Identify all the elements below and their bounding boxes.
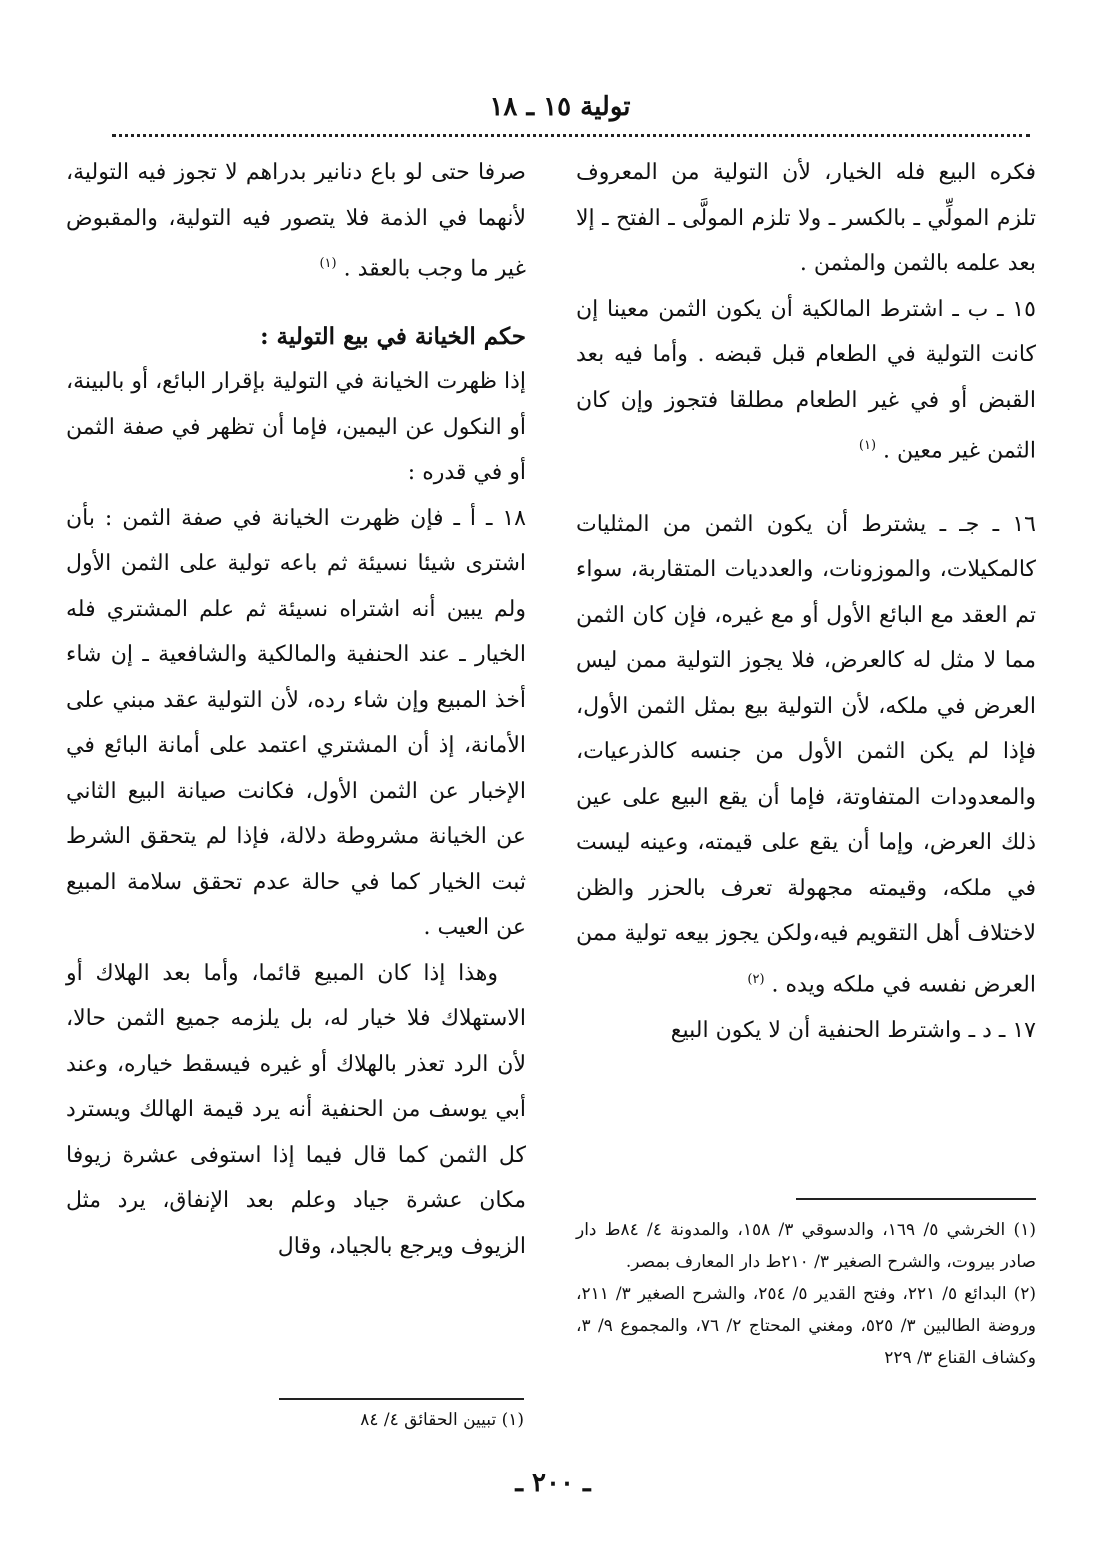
page-header: تولية ١٥ ـ ١٨ bbox=[489, 92, 631, 122]
section-heading: حكم الخيانة في بيع التولية : bbox=[260, 322, 526, 350]
left-para-1 bbox=[66, 150, 526, 292]
right-para-3 bbox=[576, 502, 1036, 1008]
left-para-1-text: صرفا حتى لو باع دنانير بدراهم لا تجوز فيه التولية، لأنهما في الذمة فلا يتصور فيه التولية، والمقبوض غير ما وجب بالعقد . bbox=[66, 160, 526, 282]
left-para-2: إذا ظهرت الخيانة في التولية بإقرار البائع، أو بالبينة، أو النكول عن اليمين، فإما أن تظهر في صفة الثمن أو في قدره : bbox=[66, 369, 526, 486]
right-para-2-text: ١٥ ـ ب ـ اشترط المالكية أن يكون الثمن معينا إن كانت التولية في الطعام قبل قبضه . وأما فيه بعد القبض أو في غير الطعام مطلقا فتجوز وإن كان الثمن غير معين . bbox=[576, 296, 1036, 464]
right-column bbox=[576, 150, 1036, 1053]
footnote-ref: (١) bbox=[319, 256, 337, 271]
left-para-4: وهذا إذا كان المبيع قائما، وأما بعد الهلاك أو الاستهلاك فلا خيار له، بل يلزمه جميع الثمن حالا، لأن الرد تعذر بالهلاك أو غيره فيسقط خياره، وعند أبي يوسف من الحنفية أنه يرد قيمة الهالك ويسترد كل الثمن كما قال فيما إذا استوفى عشرة زيوفا مكان عشرة جياد وعلم بعد الإنفاق، يرد مثل الزيوف ويرجع بالجياد، وقال bbox=[66, 960, 526, 1259]
left-para-3: ١٨ ـ أ ـ فإن ظهرت الخيانة في صفة الثمن : بأن اشترى شيئا نسيئة ثم باعه تولية على الثمن الأول ولم يبين أنه اشتراه نسيئة ثم علم المشتري فله الخيار ـ عند الحنفية والمالكية والشافعية ـ إن شاء أخذ المبيع وإن شاء رده، لأن التولية عقد مبني على الأمانة، إذ أن المشتري اعتمد على أمانة البائع في الإخبار عن الثمن الأول، فكانت صيانة البيع الثاني عن الخيانة مشروطة دلالة، فإذا لم يتحقق الشرط ثبت الخيار كما في حالة عدم تحقق سلامة المبيع عن العيب . bbox=[66, 505, 526, 941]
footnote-rule-right bbox=[796, 1198, 1036, 1200]
footnote-ref: (٢) bbox=[747, 971, 765, 987]
footnote-rule-left bbox=[279, 1398, 524, 1400]
left-column bbox=[66, 150, 526, 1269]
footnotes-left bbox=[64, 1404, 524, 1436]
footnote-left-1: (١) تبيين الحقائق ٤/ ٨٤ bbox=[360, 1410, 524, 1430]
page-number: ـ ٢٠٠ ـ bbox=[515, 1468, 591, 1498]
right-para-2 bbox=[576, 287, 1036, 474]
right-para-4: ١٧ ـ د ـ واشترط الحنفية أن لا يكون البيع bbox=[670, 1017, 1036, 1043]
footnote-right-1: (١) الخرشي ٥/ ١٦٩، والدسوقي ٣/ ١٥٨، والمدونة ٤/ ٨٤ط دار صادر بيروت، والشرح الصغير ٣/ ٢١٠ط دار المعارف بمصر. bbox=[576, 1220, 1036, 1272]
footnote-right-2: (٢) البدائع ٥/ ٢٢١، وفتح القدير ٥/ ٢٥٤، والشرح الصغير ٣/ ٢١١، وروضة الطالبين ٣/ ٥٢٥، ومغني المحتاج ٢/ ٧٦، والمجموع ٩/ ٣، وكشاف القناع ٣/ ٢٢٩ bbox=[576, 1284, 1036, 1368]
footnote-ref: (١) bbox=[858, 438, 877, 453]
footnotes-right bbox=[576, 1214, 1036, 1374]
right-para-3-text: ١٦ ـ جـ ـ يشترط أن يكون الثمن من المثليات كالمكيلات، والموزونات، والعدديات المتقاربة، سواء تم العقد مع البائع الأول أو مع غيره، فإن كان الثمن مما لا مثل له كالعرض، فلا يجوز التولية ممن ليس العرض في ملكه، لأن التولية بيع بمثل الثمن الأول، فإذا لم يكن الثمن الأول من جنسه كالذرعيات، والمعدودات المتفاوتة، فإما أن يقع البيع على عين ذلك العرض، وإما أن يقع على قيمته، وعينه ليست في ملكه، وقيمته مجهولة تعرف بالحزر والظن لاختلاف أهل التقويم فيه،ولكن يجوز بيعه تولية ممن العرض نفسه في ملكه ويده . bbox=[576, 511, 1037, 998]
right-para-1: فكره البيع فله الخيار، لأن التولية من المعروف تلزم المولِّي ـ بالكسر ـ ولا تلزم المولَّى ـ الفتح ـ إلا بعد علمه بالثمن والمثمن . bbox=[576, 160, 1036, 276]
header-dotted-rule bbox=[112, 134, 1030, 137]
